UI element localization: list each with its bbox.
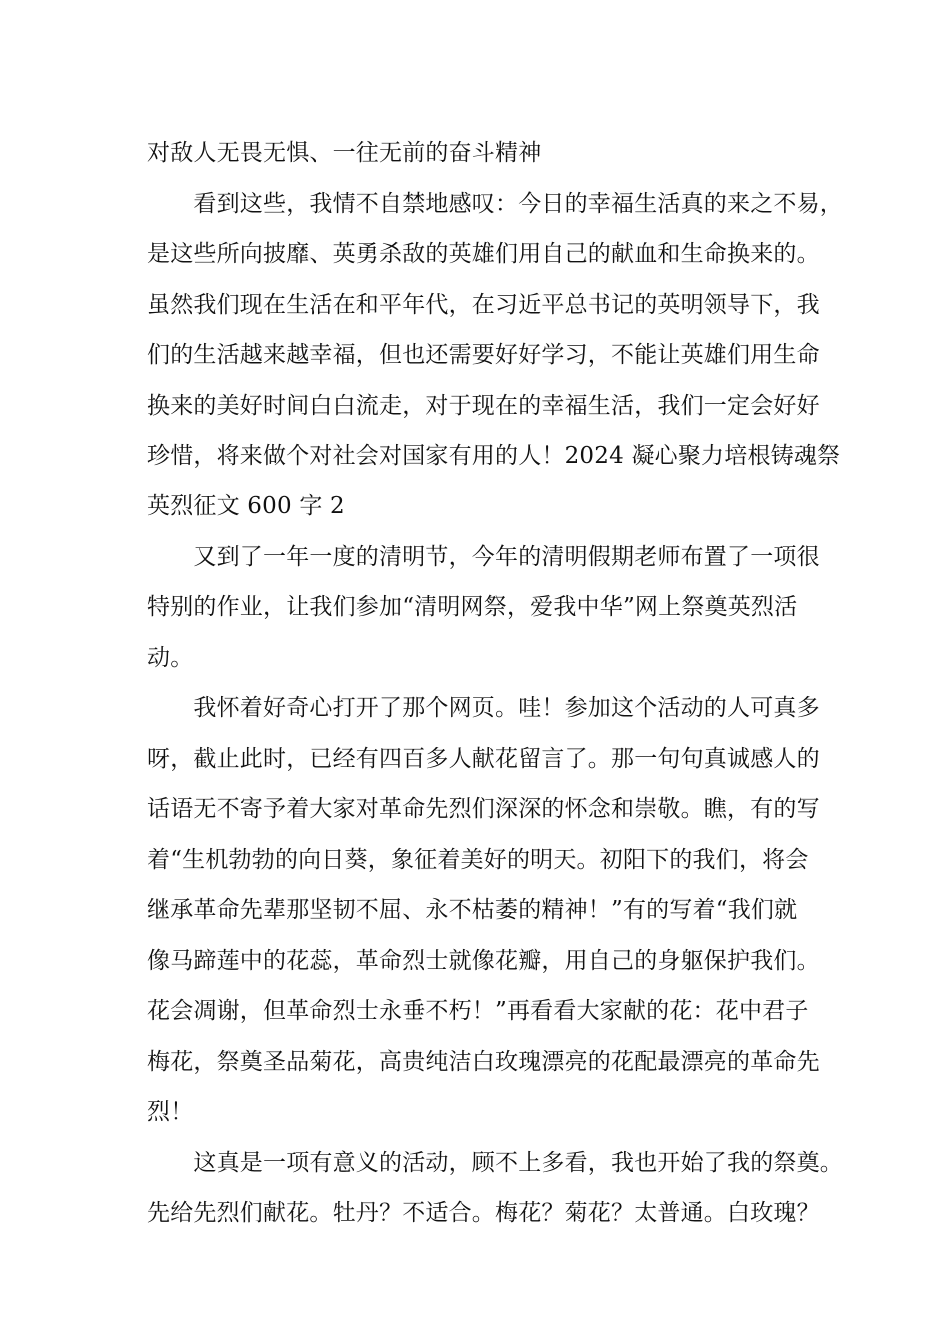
- text-line: 英烈征文 600 字 2: [147, 493, 345, 519]
- text-line: 呀，截止此时，已经有四百多人献花留言了。那一句句真诚感人的: [147, 746, 820, 772]
- text-line: 烈！: [147, 1099, 194, 1125]
- text-line: 是这些所向披靡、英勇杀敌的英雄们用自己的献血和生命换来的。: [147, 241, 820, 267]
- text-line: 动。: [147, 645, 194, 671]
- text-line: 换来的美好时间白白流走，对于现在的幸福生活，我们一定会好好: [147, 393, 820, 419]
- text-line: 话语无不寄予着大家对革命先烈们深深的怀念和崇敬。瞧，有的写: [147, 796, 820, 822]
- text-line: 又到了一年一度的清明节，今年的清明假期老师布置了一项很: [147, 544, 820, 570]
- text-line: 像马蹄莲中的花蕊，革命烈士就像花瓣，用自己的身躯保护我们。: [147, 948, 820, 974]
- text-line: 珍惜，将来做个对社会对国家有用的人！2024 凝心聚力培根铸魂祭: [147, 443, 841, 469]
- text-line: 我怀着好奇心打开了那个网页。哇！参加这个活动的人可真多: [147, 695, 820, 721]
- text-line: 看到这些，我情不自禁地感叹：今日的幸福生活真的来之不易，: [147, 191, 843, 217]
- text-line: 花会凋谢，但革命烈士永垂不朽！”再看看大家献的花：花中君子: [147, 998, 809, 1024]
- text-line: 对敌人无畏无惧、一往无前的奋斗精神: [147, 140, 542, 166]
- text-line: 继承革命先辈那坚韧不屈、永不枯萎的精神！”有的写着“我们就: [147, 897, 798, 923]
- text-line: 虽然我们现在生活在和平年代，在习近平总书记的英明领导下，我: [147, 292, 820, 318]
- text-line: 着“生机勃勃的向日葵，象征着美好的明天。初阳下的我们，将会: [147, 847, 809, 873]
- text-line: 这真是一项有意义的活动，顾不上多看，我也开始了我的祭奠。: [147, 1150, 843, 1176]
- text-line: 梅花，祭奠圣品菊花，高贵纯洁白玫瑰漂亮的花配最漂亮的革命先: [147, 1049, 820, 1075]
- text-line: 们的生活越来越幸福，但也还需要好好学习，不能让英雄们用生命: [147, 342, 820, 368]
- text-line: 先给先烈们献花。牡丹？不适合。梅花？菊花？太普通。白玫瑰？: [147, 1200, 820, 1226]
- text-line: 特别的作业，让我们参加“清明网祭，爱我中华”网上祭奠英烈活: [147, 594, 798, 620]
